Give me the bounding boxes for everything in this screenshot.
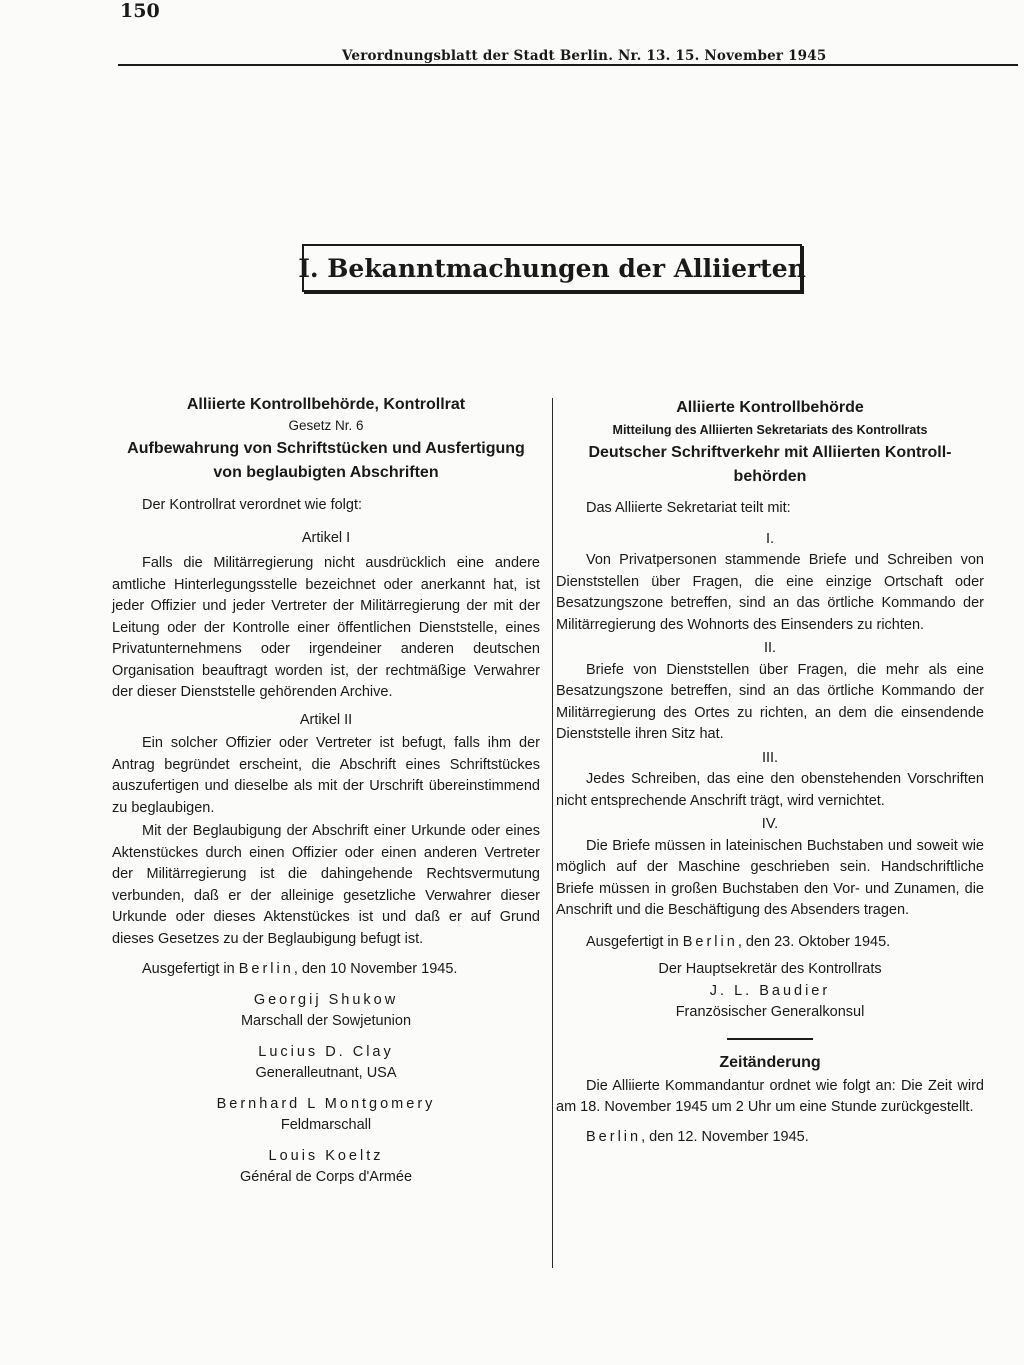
signer-role: Der Hauptsekretär des Kontrollrats: [658, 961, 882, 977]
signatory-name: Bernhard L Montgomery: [216, 1095, 436, 1112]
notice-place: Berlin: [586, 1128, 642, 1145]
article-text: Ein solcher Offizier oder Vertreter ist befugt, falls ihm der Antrag begründet erscheint, die Abschrift eines Schriftstückes auszufertigen und dieselbe als mit der Urschrift übereinstimmend zu beglaubigen.: [112, 735, 540, 816]
communication-title-line-1: Deutscher Schriftverkehr mit Alliierten Kontroll-: [588, 444, 952, 461]
law-title-line-1: Aufbewahrung von Schriftstücken und Ausfertigung: [127, 440, 525, 457]
signatory-title: Generalleutnant, USA: [255, 1065, 397, 1081]
signatory-title: Général de Corps d'Armée: [239, 1169, 413, 1185]
section-text: Die Briefe müssen in lateinischen Buchstaben und soweit wie möglich auf der Maschine geschrieben sein. Handschriftliche Briefe müssen in großen Buchstaben den Vor- und Zunamen, die Anschrift und die Beschäftigung des Absenders tragen.: [556, 837, 984, 918]
signer-title: Französischer Generalkonsul: [675, 1004, 865, 1020]
article-text: Mit der Beglaubigung der Abschrift einer Urkunde oder eines Aktenstückes durch einen Offizier oder einen anderen Vertreter der Militärregierung ist die dahingehende Rechtsvermutung verbunden, daß er der alleinige gesetzliche Verwahrer dieser Urkunde oder dieses Aktenstückes ist und daß er auf Grund dieses Gesetzes zu der Beglaubigung befugt ist.: [112, 823, 540, 947]
section-numeral: IV.: [761, 816, 779, 832]
section-numeral: II.: [763, 640, 777, 656]
dated-line: [112, 959, 540, 981]
signatory-name: Louis Koeltz: [268, 1147, 384, 1164]
section-title: I. Bekanntmachungen der Alliierten: [298, 253, 806, 283]
signatory-name: Lucius D. Clay: [258, 1043, 394, 1060]
signatory-name: Georgij Shukow: [253, 991, 399, 1008]
running-header: Verordnungsblatt der Stadt Berlin. Nr. 13. 15. November 1945: [342, 48, 827, 64]
law-number: Gesetz Nr. 6: [288, 418, 364, 433]
notice-heading: Zeitänderung: [719, 1053, 821, 1071]
header-rule: [118, 64, 1018, 66]
section-text: Jedes Schreiben, das eine den obenstehenden Vorschriften nicht entsprechende Anschrift trägt, wird vernichtet.: [556, 771, 984, 809]
section-text: Briefe von Dienststellen über Fragen, die mehr als eine Besatzungszone betreffen, sind an das örtliche Kommando der Militärregierung des Ortes zu richten, an dem die einsendende Dienststelle ihren Sitz hat.: [556, 661, 984, 742]
article-heading: Artikel I: [301, 529, 351, 546]
authority-heading: Alliierte Kontrollbehörde, Kontrollrat: [186, 396, 466, 413]
notice-text: Die Alliierte Kommandantur ordnet wie folgt an: Die Zeit wird am 18. November 1945 um 2 Uhr um eine Stunde zurückgestellt.: [556, 1077, 984, 1115]
article-text: Falls die Militärregierung nicht ausdrücklich eine andere amtliche Hinterlegungsstelle bezeichnet oder anerkannt hat, ist jeder Offizier und jeder Vertreter der Militärregierung der mit der Leitung oder der Kontrolle einer öffentlichen Dienststelle, eines Privatunternehmens oder irgendeiner anderen deutschen Organisation beauftragt worden ist, der rechtmäßige Verwahrer der dieser Dienststelle gehörenden Archive.: [112, 555, 540, 700]
section-separator: [727, 1038, 813, 1040]
dated-prefix: Ausgefertigt in: [586, 933, 679, 950]
left-column: [112, 394, 540, 1189]
notice-dated-line: [556, 1127, 984, 1149]
dated-suffix: , den 23. Oktober 1945.: [737, 933, 891, 950]
communication-title-line-2: behörden: [733, 468, 807, 485]
dated-prefix: Ausgefertigt in: [142, 961, 235, 977]
preamble: Der Kontrollrat verordnet wie folgt:: [142, 497, 363, 513]
right-column: [556, 394, 984, 1148]
section-title-box: [298, 244, 806, 292]
dated-place: Berlin: [238, 961, 294, 977]
law-title-line-2: von beglaubigten Abschriften: [213, 464, 439, 481]
signer-name: J. L. Baudier: [709, 982, 831, 999]
section-numeral: III.: [761, 749, 779, 766]
dated-line: [556, 932, 984, 954]
preamble: Das Alliierte Sekretariat teilt mit:: [586, 500, 791, 516]
notice-date: , den 12. November 1945.: [641, 1128, 809, 1145]
authority-heading: Alliierte Kontrollbehörde: [676, 399, 864, 416]
page-number: 150: [120, 0, 160, 22]
dated-place: Berlin: [682, 933, 738, 950]
communication-subtitle: Mitteilung des Alliierten Sekretariats des Kontrollrats: [612, 423, 928, 437]
column-divider: [552, 398, 553, 1268]
section-numeral: I.: [765, 530, 775, 547]
signatory-title: Marschall der Sowjetunion: [240, 1013, 412, 1029]
article-heading: Artikel II: [299, 711, 353, 728]
dated-suffix: , den 10 November 1945.: [293, 961, 458, 977]
signatory-title: Feldmarschall: [280, 1117, 372, 1133]
section-text: Von Privatpersonen stammende Briefe und Schreiben von Dienststellen über Fragen, die eine einzige Ortschaft oder Besatzungszone betreffen, sind an das örtliche Kommando der Militärregierung des Wohnorts des Einsenders zu richten.: [556, 552, 984, 633]
